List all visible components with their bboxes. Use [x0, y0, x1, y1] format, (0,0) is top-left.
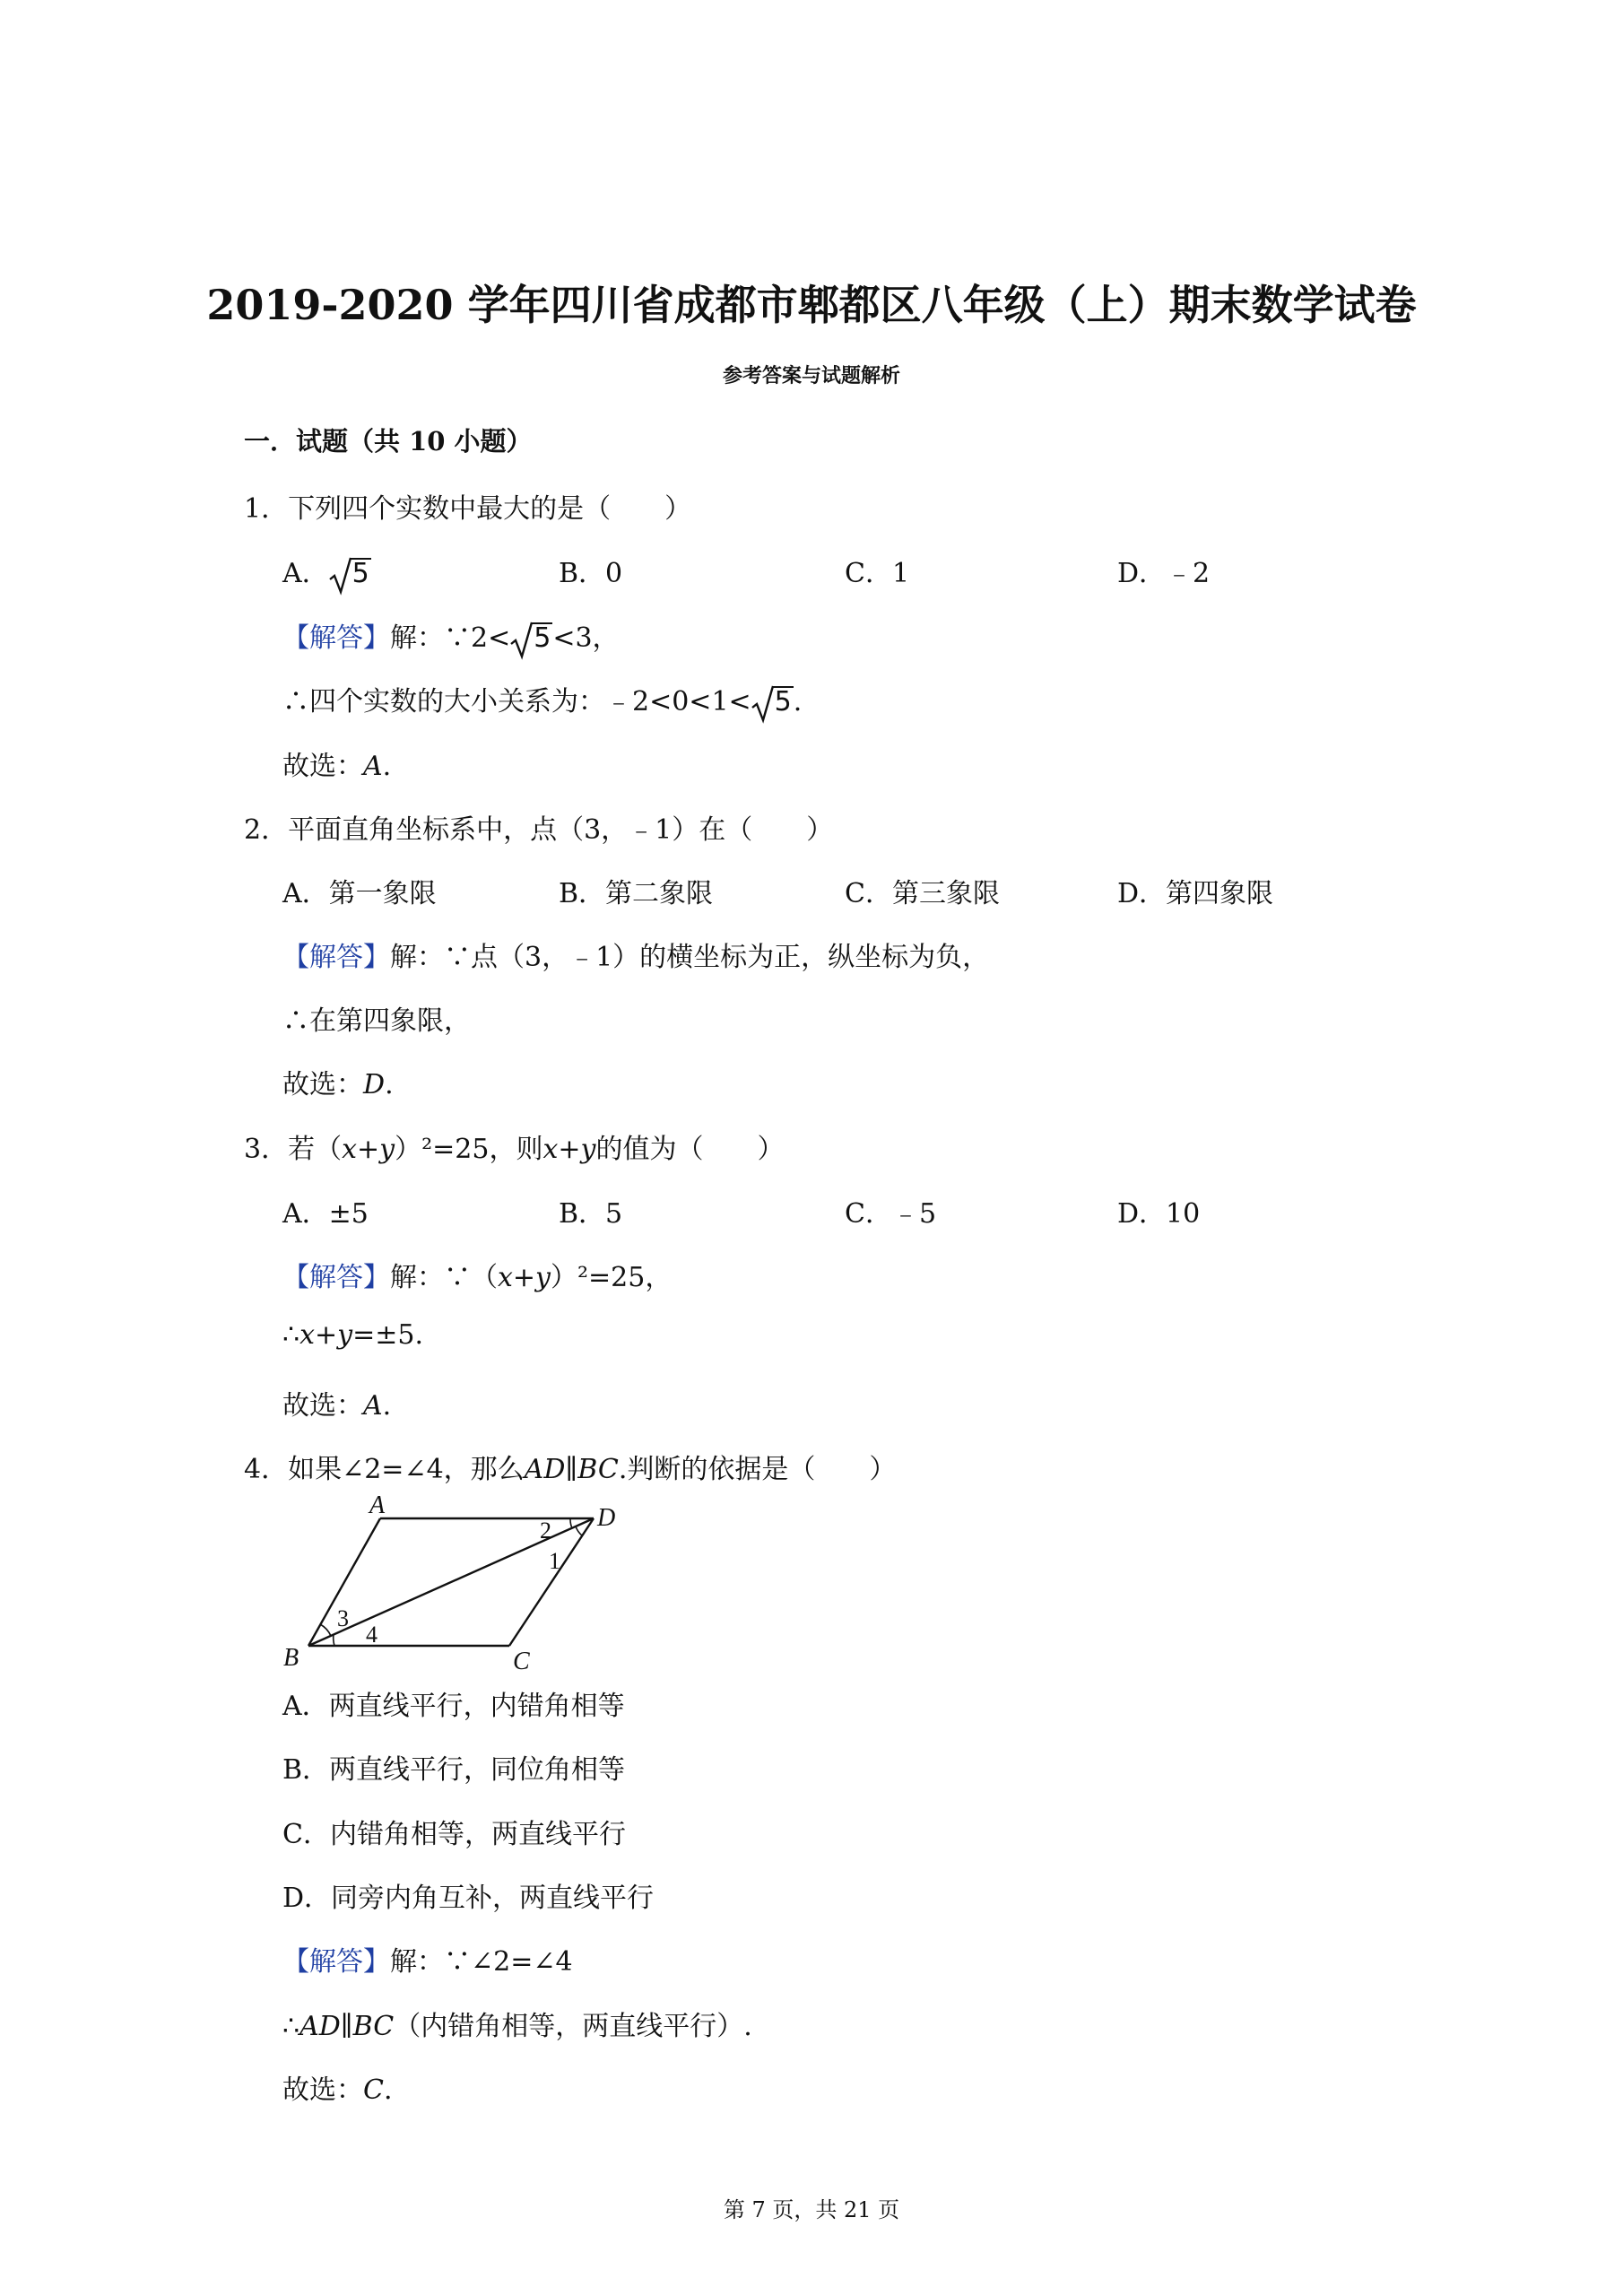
q4-option-b: B．两直线平行，同位角相等	[282, 1754, 626, 1786]
q2-sol1: 解：∵点（3，﹣1）的横坐标为正，纵坐标为负，	[390, 942, 990, 973]
q2-solution-line1	[282, 935, 989, 974]
sqrt-icon	[329, 558, 371, 589]
answer-tag: 【解答】	[282, 1262, 390, 1293]
q3-sol1-pre: 解：∵（	[390, 1262, 498, 1293]
q2-option-c: C．第三象限	[845, 878, 1000, 909]
q4-stem	[244, 1447, 896, 1486]
page-subtitle: 参考答案与试题解析	[722, 364, 900, 387]
q1-answer: A	[363, 751, 383, 782]
q3-option-d: D．10	[1117, 1198, 1201, 1230]
angle-label-3: 3	[337, 1605, 349, 1631]
page-title: 2019-2020 学年四川省成都市郫都区八年级（上）期末数学试卷	[206, 281, 1417, 329]
q1-option-a	[282, 551, 371, 590]
q4-option-a: A．两直线平行，内错角相等	[282, 1691, 625, 1722]
angle-arc-3	[320, 1624, 331, 1636]
angle-label-4: 4	[366, 1622, 378, 1648]
sqrt-icon	[751, 686, 794, 718]
q4-solution-line1	[282, 1939, 573, 1979]
q3-stem	[244, 1126, 784, 1166]
q3-sol2-pre: ∴	[282, 1319, 300, 1351]
q4-sol1: 解：∵∠2=∠4	[390, 1946, 573, 1978]
q2-option-b: B．第二象限	[559, 878, 714, 909]
q2-answer: D	[363, 1069, 386, 1100]
q1-solution-line2	[282, 679, 802, 718]
q2-choose	[282, 1062, 394, 1101]
vertex-label-a: A	[369, 1493, 386, 1519]
answer-tag: 【解答】	[282, 1946, 390, 1978]
q3-option-c: C．﹣5	[845, 1198, 937, 1230]
q4-choose	[282, 2067, 393, 2107]
q1-option-b: B．0	[559, 558, 623, 589]
q1-option-a-prefix: A．	[282, 558, 329, 589]
q3-option-a: A．±5	[282, 1198, 369, 1230]
angle-label-1: 1	[549, 1548, 560, 1574]
q2-stem: 2．平面直角坐标系中，点（3，﹣1）在（ ）	[244, 814, 834, 846]
sqrt-radicand: 5	[352, 558, 369, 589]
q3-sol1-var: x+y	[498, 1262, 551, 1293]
q1-sol2-post: .	[793, 686, 803, 718]
choose-end: .	[385, 1069, 394, 1100]
sqrt-icon	[510, 622, 552, 654]
q1-sol2-pre: ∴四个实数的大小关系为：﹣2<0<1<	[282, 686, 751, 718]
q1-sol1-post: <3，	[552, 622, 620, 654]
q3-stem-var2: x+y	[542, 1134, 596, 1165]
sqrt-radicand: 5	[774, 686, 792, 718]
q3-sol2-post: =±5.	[352, 1319, 424, 1351]
q3-stem-pre: 3．若（	[244, 1134, 343, 1165]
q1-solution-line1	[282, 615, 620, 655]
q4-sol2-pre: ∴	[282, 2011, 300, 2042]
choose-prefix: 故选：	[282, 1390, 363, 1422]
q3-sol1-post: ）²=25，	[551, 1262, 673, 1293]
angle-arc-1	[576, 1526, 582, 1535]
q3-stem-var: x+y	[342, 1134, 395, 1165]
q1-option-d: D．﹣2	[1117, 558, 1211, 589]
choose-end: .	[382, 751, 392, 782]
choose-prefix: 故选：	[282, 1069, 363, 1100]
q4-answer: C	[363, 2074, 384, 2106]
q4-solution-line2	[282, 2004, 752, 2043]
answer-tag: 【解答】	[282, 942, 390, 973]
q2-option-a: A．第一象限	[282, 878, 437, 909]
q4-stem-var: AD∥BC	[524, 1454, 619, 1485]
q4-stem-pre: 4．如果∠2=∠4，那么	[244, 1454, 525, 1485]
answer-tag: 【解答】	[282, 622, 390, 654]
sqrt-radicand: 5	[534, 622, 551, 654]
angle-arc-2	[570, 1518, 572, 1528]
page-footer: 第 7 页，共 21 页	[723, 2197, 900, 2222]
q4-stem-post: .判断的依据是（ ）	[618, 1454, 897, 1485]
q1-option-c: C．1	[845, 558, 910, 589]
q3-sol2-var: x+y	[299, 1319, 353, 1351]
parallelogram-figure	[278, 1493, 637, 1673]
vertex-label-d: D	[597, 1504, 616, 1532]
vertex-label-b: B	[283, 1644, 299, 1672]
q3-solution-line1	[282, 1255, 672, 1294]
q3-choose	[282, 1383, 391, 1422]
q1-choose	[282, 744, 391, 783]
q3-stem-post: 的值为（ ）	[595, 1134, 785, 1165]
choose-prefix: 故选：	[282, 2074, 363, 2106]
q4-sol2-var: AD∥BC	[299, 2011, 395, 2042]
q1-stem: 1．下列四个实数中最大的是（ ）	[244, 493, 692, 525]
choose-end: .	[383, 2074, 393, 2106]
q3-option-b: B．5	[559, 1198, 623, 1230]
q2-option-d: D．第四象限	[1117, 878, 1274, 909]
q2-solution-line2: ∴在第四象限，	[282, 1005, 471, 1037]
q4-sol2-post: （内错角相等，两直线平行）.	[394, 2011, 752, 2042]
q3-stem-exp: ）²=25，则	[395, 1134, 543, 1165]
choose-end: .	[382, 1390, 392, 1422]
q4-option-c: C．内错角相等，两直线平行	[282, 1819, 626, 1850]
q3-solution-line2	[282, 1319, 423, 1351]
angle-label-2: 2	[540, 1518, 551, 1544]
section-heading: 一．试题（共 10 小题）	[244, 426, 533, 457]
choose-prefix: 故选：	[282, 751, 363, 782]
q3-answer: A	[363, 1390, 383, 1422]
q1-sol1-pre: 解：∵2<	[390, 622, 511, 654]
vertex-label-c: C	[513, 1648, 530, 1673]
q4-option-d: D．同旁内角互补，两直线平行	[282, 1883, 655, 1914]
